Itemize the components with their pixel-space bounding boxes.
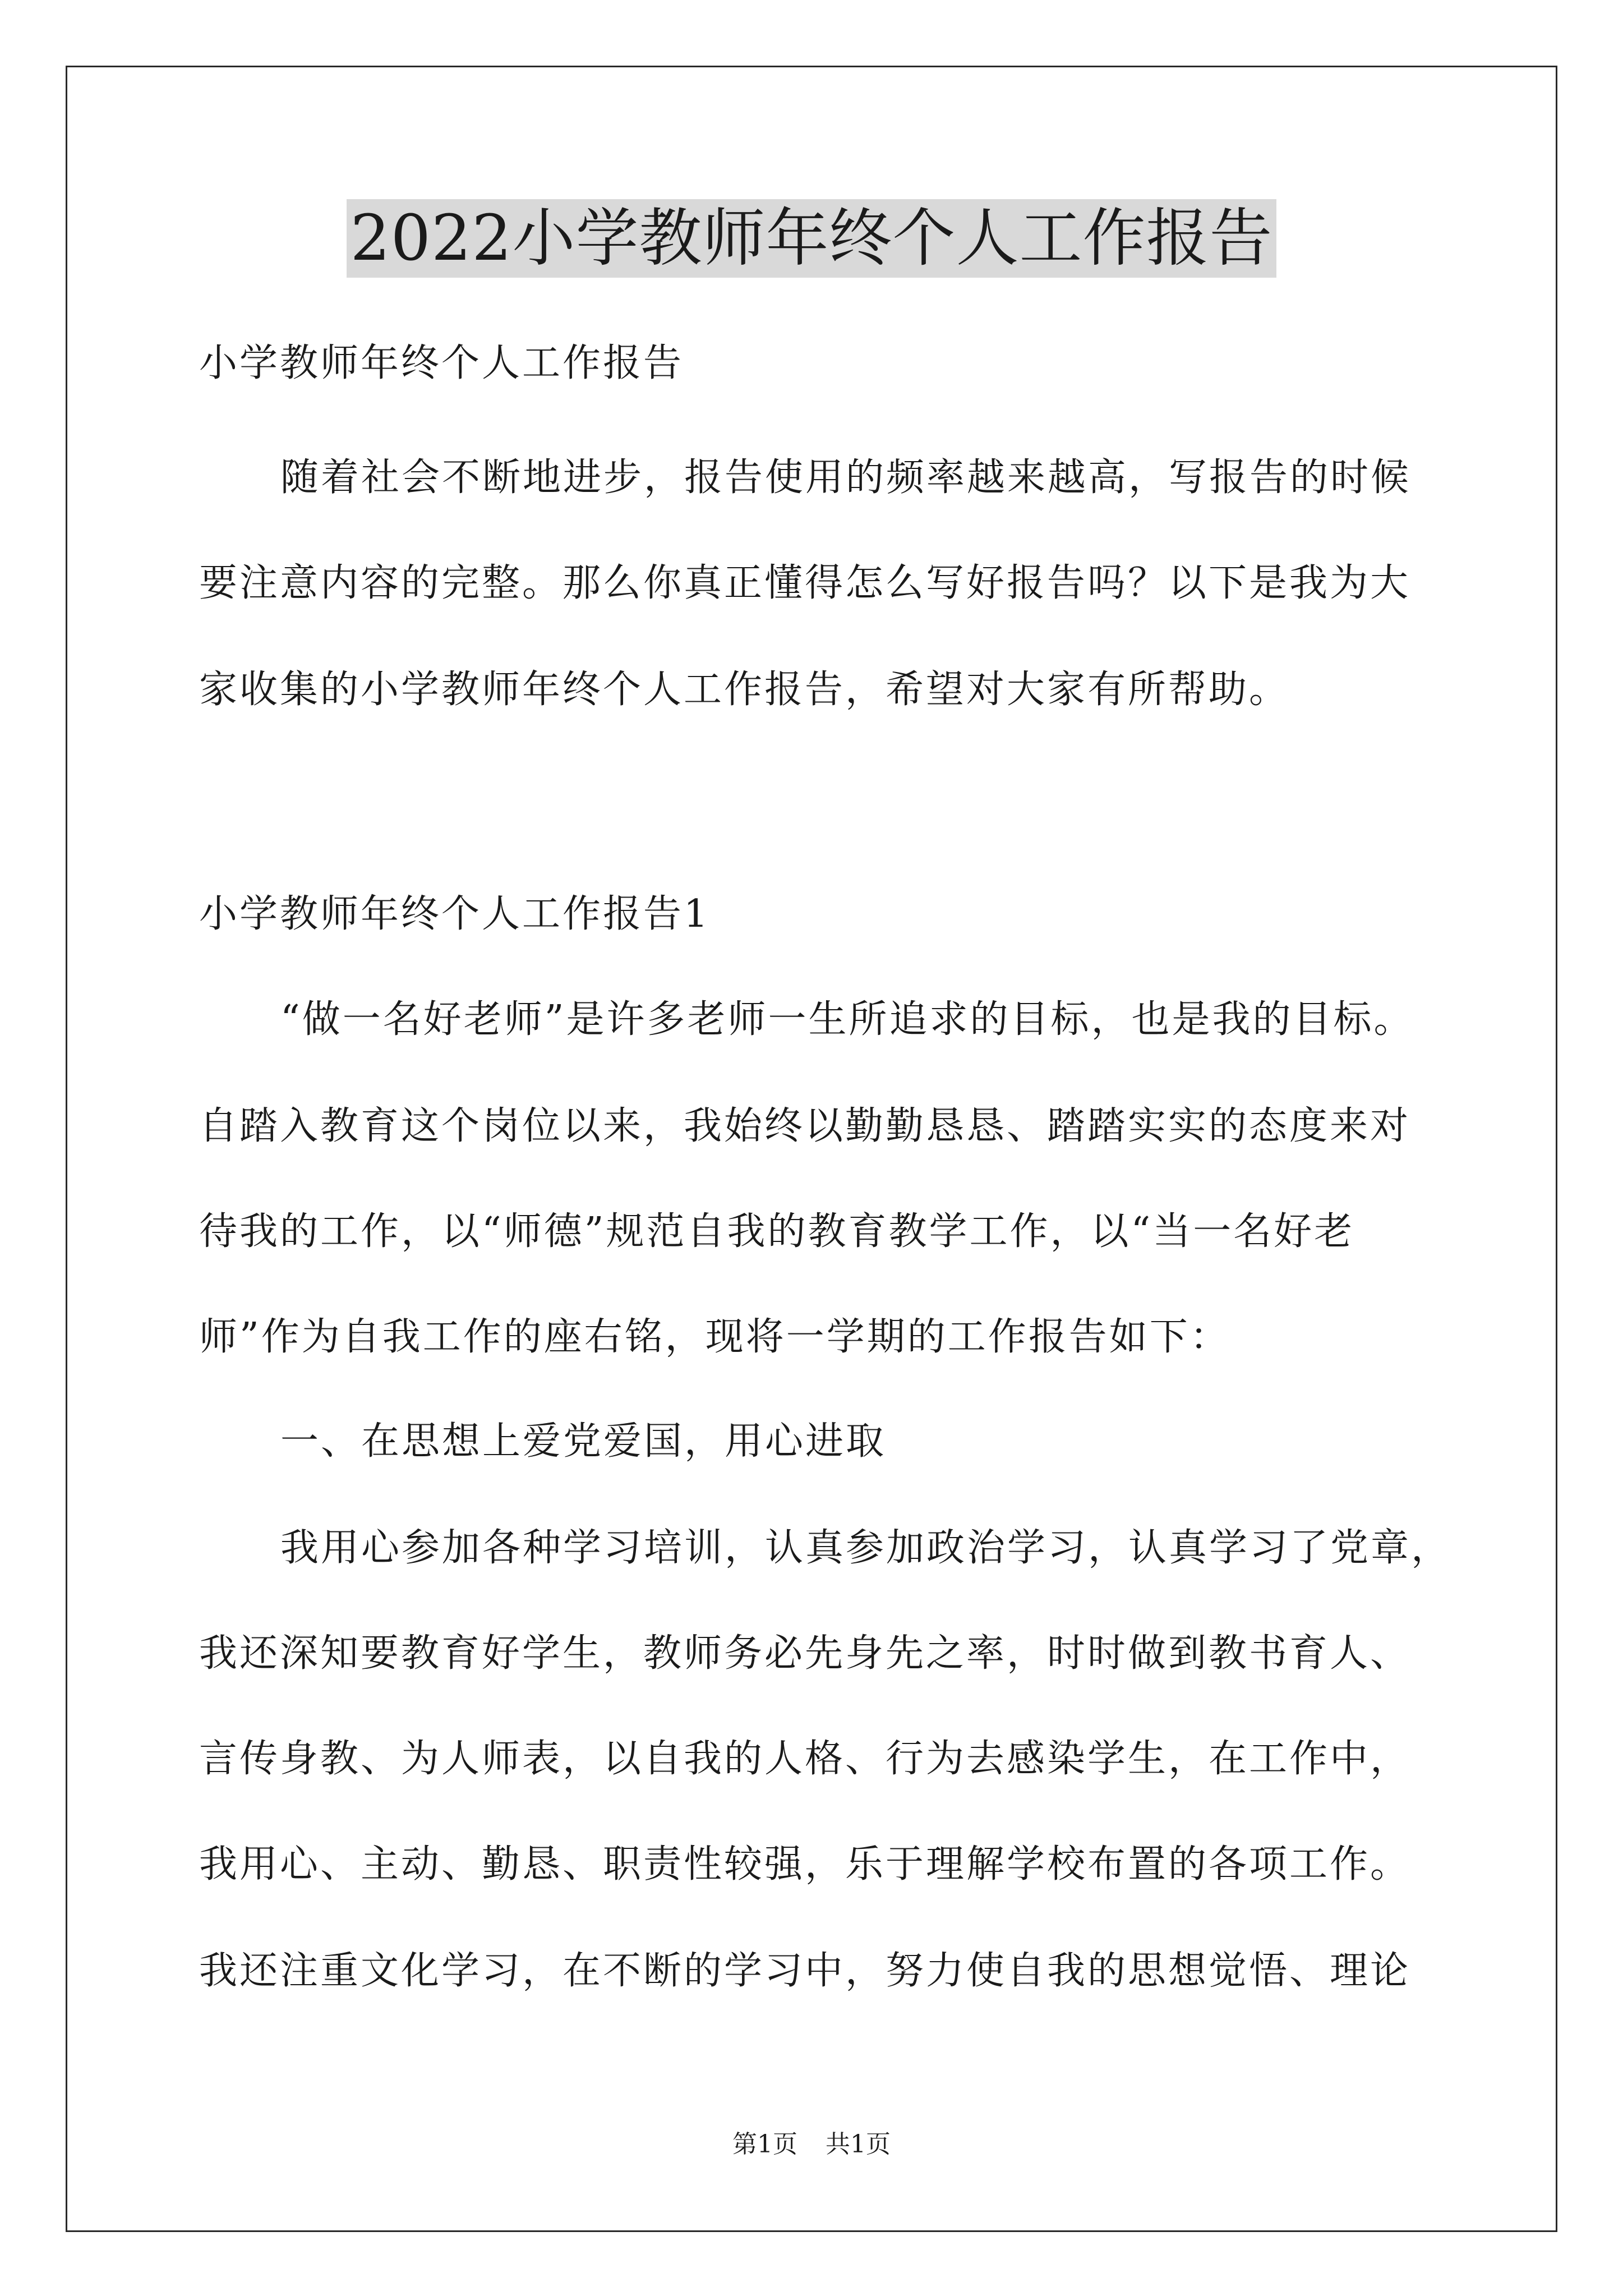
section-heading: 小学教师年终个人工作报告1 <box>199 892 711 936</box>
paragraph-line: 我用心参加各种学习培训，认真参加政治学习，认真学习了党章， <box>280 1526 1452 1570</box>
page-footer <box>0 2129 1623 2160</box>
paragraph-line: 自踏入教育这个岗位以来，我始终以勤勤恳恳、踏踏实实的态度来对 <box>199 1104 1411 1148</box>
paragraph-line: 家收集的小学教师年终个人工作报告，希望对大家有所帮助。 <box>199 668 1290 712</box>
paragraph-line: 要注意内容的完整。那么你真正懂得怎么写好报告吗？以下是我为大 <box>199 561 1411 605</box>
paragraph-line: 随着社会不断地进步，报告使用的频率越来越高，写报告的时候 <box>280 455 1412 500</box>
subsection-heading: 一、在思想上爱党爱国，用心进取 <box>280 1419 887 1464</box>
subtitle-line: 小学教师年终个人工作报告 <box>199 341 684 385</box>
title-container <box>0 199 1623 278</box>
document-title: 2022小学教师年终个人工作报告 <box>347 199 1276 278</box>
paragraph-line: “做一名好老师”是许多老师一生所追求的目标，也是我的目标。 <box>280 997 1414 1042</box>
page-border <box>66 66 1557 2232</box>
paragraph-line: 我用心、主动、勤恳、职责性较强，乐于理解学校布置的各项工作。 <box>199 1842 1411 1887</box>
page-total: 共1页 <box>826 2130 891 2159</box>
page-number: 第1页 <box>732 2130 797 2159</box>
paragraph-line: 我还注重文化学习，在不断的学习中，努力使自我的思想觉悟、理论 <box>199 1949 1411 1993</box>
paragraph-line: 师”作为自我工作的座右铭，现将一学期的工作报告如下： <box>199 1315 1230 1359</box>
paragraph-line: 言传身教、为人师表，以自我的人格、行为去感染学生，在工作中， <box>199 1737 1411 1781</box>
paragraph-line: 我还深知要教育好学生，教师务必先身先之率，时时做到教书育人、 <box>199 1631 1411 1676</box>
paragraph-line: 待我的工作，以“师德”规范自我的教育教学工作，以“当一名好老 <box>199 1209 1355 1254</box>
